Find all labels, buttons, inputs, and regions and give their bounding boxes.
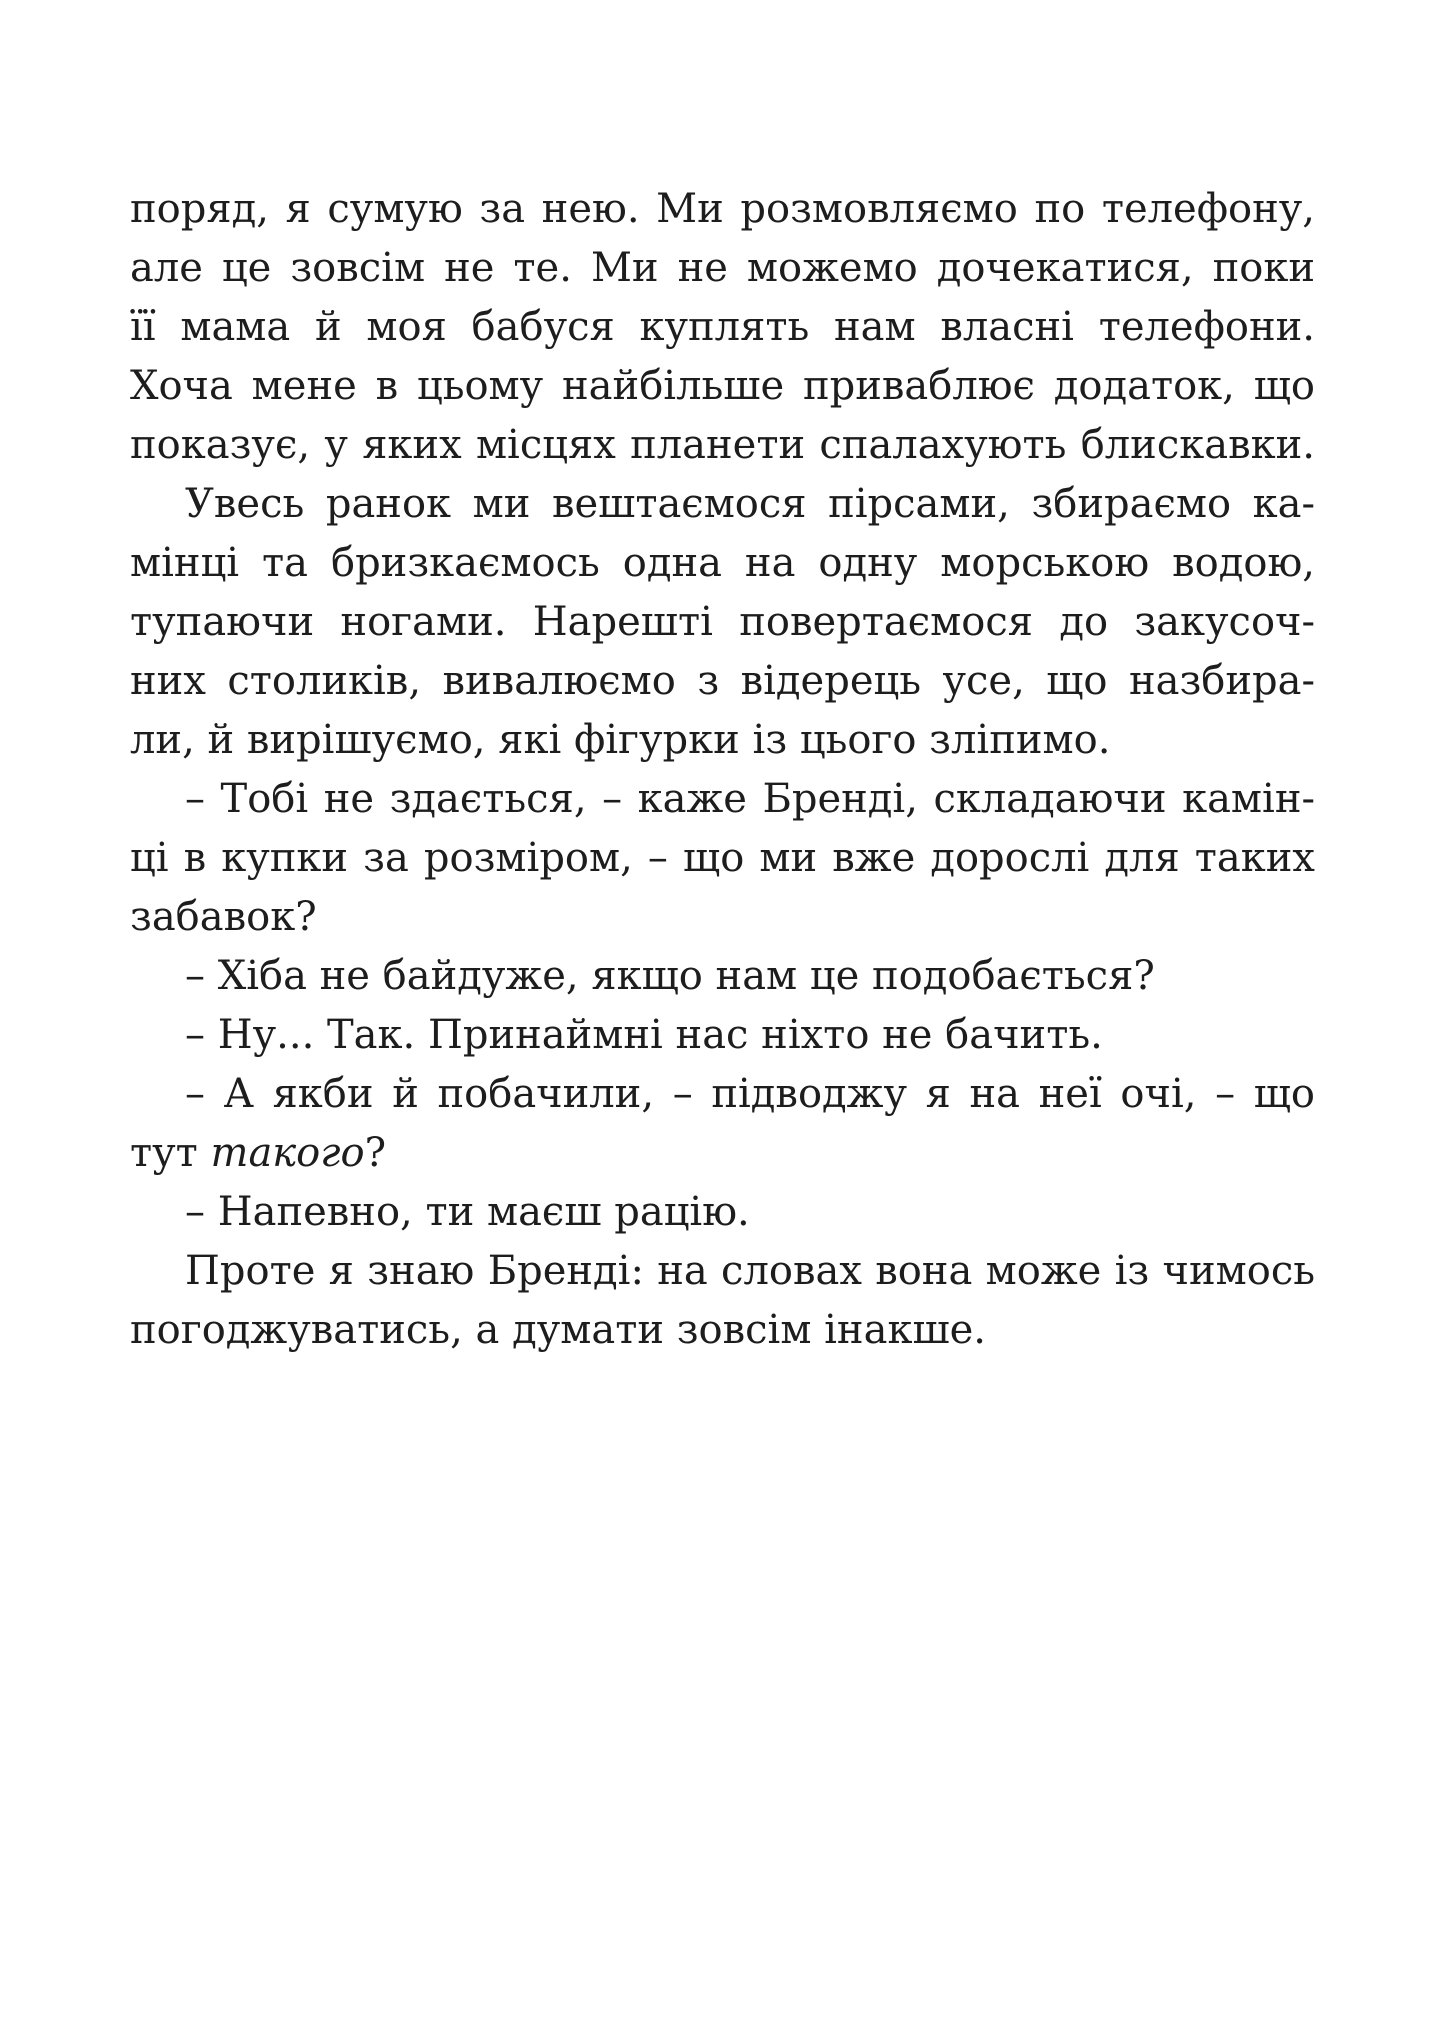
text-line [130,1065,1315,1124]
text-segment: ? [364,1130,387,1176]
text-line [130,888,1315,947]
text-line [130,947,1315,1006]
text-segment: показує, у яких місцях планети спалахують блискавки. [130,422,1315,468]
text-segment: ці в купки за розміром, – що ми вже дорослі для таких [130,835,1315,881]
text-segment: – Ну... Так. Принаймні нас ніхто не бачить. [185,1012,1103,1058]
paragraph [130,1242,1315,1360]
text-segment: – Тобі не здається, – каже Бренді, складаючи камін- [185,776,1315,822]
paragraph [130,180,1315,475]
text-line [130,1301,1315,1360]
paragraph [130,1183,1315,1242]
paragraph [130,475,1315,770]
text-segment: тупаючи ногами. Нарешті повертаємося до закусоч- [130,599,1315,645]
text-line [130,829,1315,888]
text-block [130,180,1315,1360]
paragraph [130,770,1315,947]
text-segment: ли, й вирішуємо, які фігурки із цього зліпимо. [130,717,1111,763]
text-segment: – Хіба не байдуже, якщо нам це подобається? [185,953,1155,999]
paragraph [130,947,1315,1006]
text-segment: погоджуватись, а думати зовсім інакше. [130,1307,987,1353]
text-segment: забавок? [130,894,317,940]
text-line [130,1242,1315,1301]
text-segment: Увесь ранок ми вештаємося пірсами, збираємо ка- [185,481,1315,527]
text-line [130,770,1315,829]
text-segment: її мама й моя бабуся куплять нам власні телефони. [130,304,1315,350]
text-segment: них столиків, вивалюємо з відерець усе, що назбира- [130,658,1315,704]
text-segment: – А якби й побачили, – підводжу я на неї очі, – що [185,1071,1315,1117]
text-line [130,652,1315,711]
text-line [130,298,1315,357]
paragraph [130,1065,1315,1183]
text-line [130,180,1315,239]
text-line [130,1006,1315,1065]
text-line [130,239,1315,298]
text-line [130,357,1315,416]
text-segment: мінці та бризкаємось одна на одну морською водою, [130,540,1315,586]
text-line [130,593,1315,652]
text-line [130,475,1315,534]
italic-text-segment: такого [210,1130,365,1176]
text-segment: – Напевно, ти маєш рацію. [185,1189,750,1235]
text-segment: Хоча мене в цьому найбільше приваблює додаток, що [130,363,1315,409]
text-line [130,1183,1315,1242]
text-segment: Проте я знаю Бренді: на словах вона може із чимось [185,1248,1315,1294]
text-segment: поряд, я сумую за нею. Ми розмовляємо по телефону, [130,186,1315,232]
text-line [130,534,1315,593]
text-line [130,711,1315,770]
text-segment: але це зовсім не те. Ми не можемо дочекатися, поки [130,245,1315,291]
text-segment: тут [130,1130,211,1176]
text-line [130,1124,1315,1183]
text-line [130,416,1315,475]
paragraph [130,1006,1315,1065]
